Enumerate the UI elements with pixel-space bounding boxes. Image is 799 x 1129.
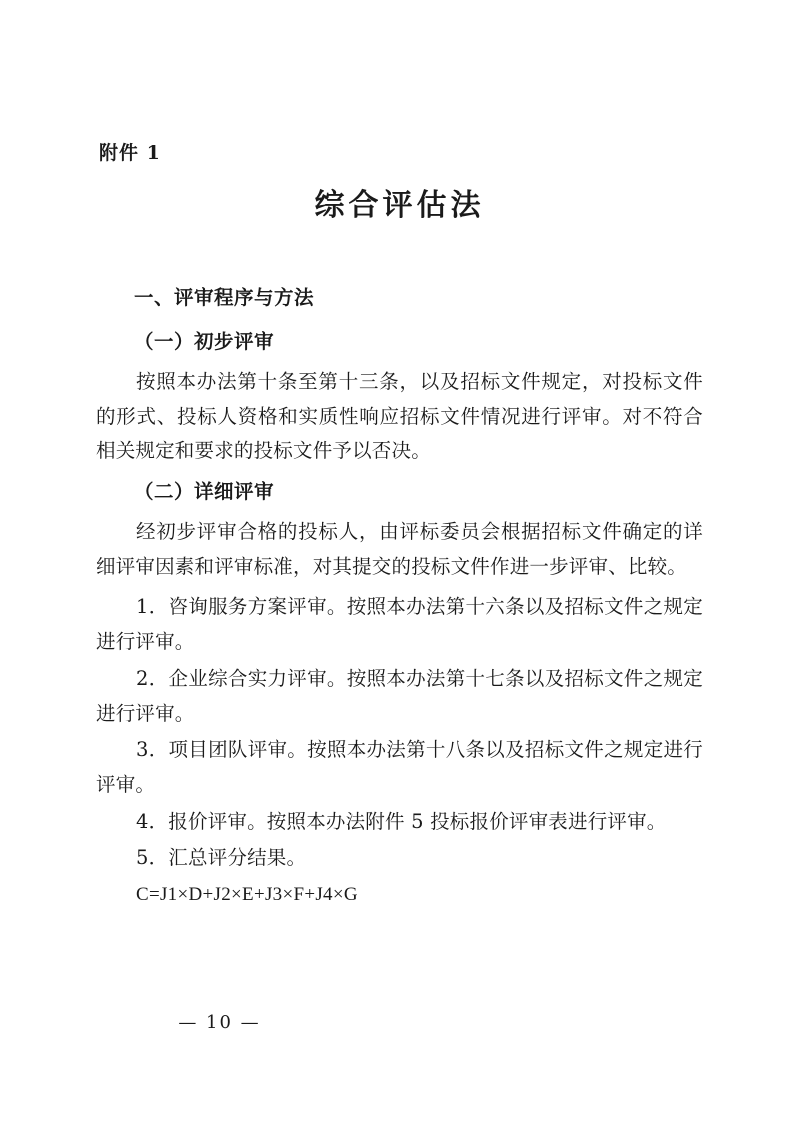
list-item: 3．项目团队评审。按照本办法第十八条以及招标文件之规定进行评审。	[96, 738, 703, 796]
list-item: 2．企业综合实力评审。按照本办法第十七条以及招标文件之规定进行评审。	[96, 666, 703, 725]
page-title: 综合评估法	[314, 187, 485, 223]
list-item: 1．咨询服务方案评审。按照本办法第十六条以及招标文件之规定进行评审。	[96, 595, 703, 654]
list-item: 4．报价评审。按照本办法附件 5 投标报价评审表进行评审。	[136, 809, 667, 833]
list-item: 5．汇总评分结果。	[136, 846, 307, 870]
section-heading-procedures: 一、评审程序与方法	[134, 285, 315, 309]
attachment-label: 附件 1	[99, 142, 161, 164]
paragraph-preliminary-review: 按照本办法第十条至第十三条，以及招标文件规定，对投标文件的形式、投标人资格和实质性响应招标文件情况进行评审。对不符合相关规定和要求的投标文件予以否决。	[96, 369, 703, 463]
page-footer	[0, 1012, 799, 1033]
subsection-heading-preliminary-review: （一）初步评审	[134, 329, 275, 353]
scoring-formula: C=J1×D+J2×E+J3×F+J4×G	[136, 884, 358, 906]
subsection-heading-detailed-review: （二）详细评审	[134, 479, 275, 503]
page-number: — 10 —	[178, 1012, 261, 1033]
paragraph-detailed-review: 经初步评审合格的投标人，由评标委员会根据招标文件确定的详细评审因素和评审标准，对其提交的投标文件作进一步评审、比较。	[96, 520, 703, 578]
